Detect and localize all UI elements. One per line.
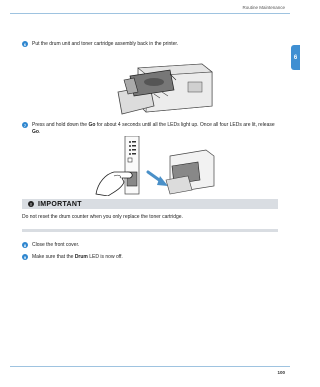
step-text: Press and hold down the Go for about 4 seconds until all the LEDs light up. Once all four LEDs are lit, release Go. (32, 122, 275, 135)
step-6 (22, 41, 272, 48)
important-title: IMPORTANT (38, 200, 82, 208)
press-go-illustration (88, 136, 218, 196)
drum-led-label: Drum (74, 254, 88, 260)
step-text: Put the drum unit and toner cartridge assembly back in the printer. (32, 41, 179, 47)
step-8 (22, 242, 272, 249)
section-header: Routine Maintenance (242, 5, 285, 10)
step-7 (22, 122, 282, 136)
header-divider (10, 13, 290, 14)
important-header (22, 199, 278, 209)
step-number: 7 (23, 122, 27, 128)
page-number: 100 (277, 370, 285, 375)
step-number: 8 (23, 242, 27, 248)
step-9 (22, 254, 272, 261)
step-text: Make sure that the Drum LED is now off. (32, 254, 123, 260)
important-footer-bar (22, 229, 278, 232)
go-button-label: Go (32, 129, 39, 135)
exclamation-icon: ! (28, 201, 34, 207)
go-button-label: Go (88, 122, 96, 128)
footer-divider (10, 366, 290, 367)
step-text: Close the front cover. (32, 242, 80, 248)
chapter-tab[interactable]: 6 (291, 45, 300, 70)
step-number: 9 (23, 254, 27, 260)
important-text: Do not reset the drum counter when you only replace the toner cartridge. (22, 214, 183, 220)
drum-insert-illustration (110, 54, 215, 116)
step-number: 6 (23, 41, 27, 47)
